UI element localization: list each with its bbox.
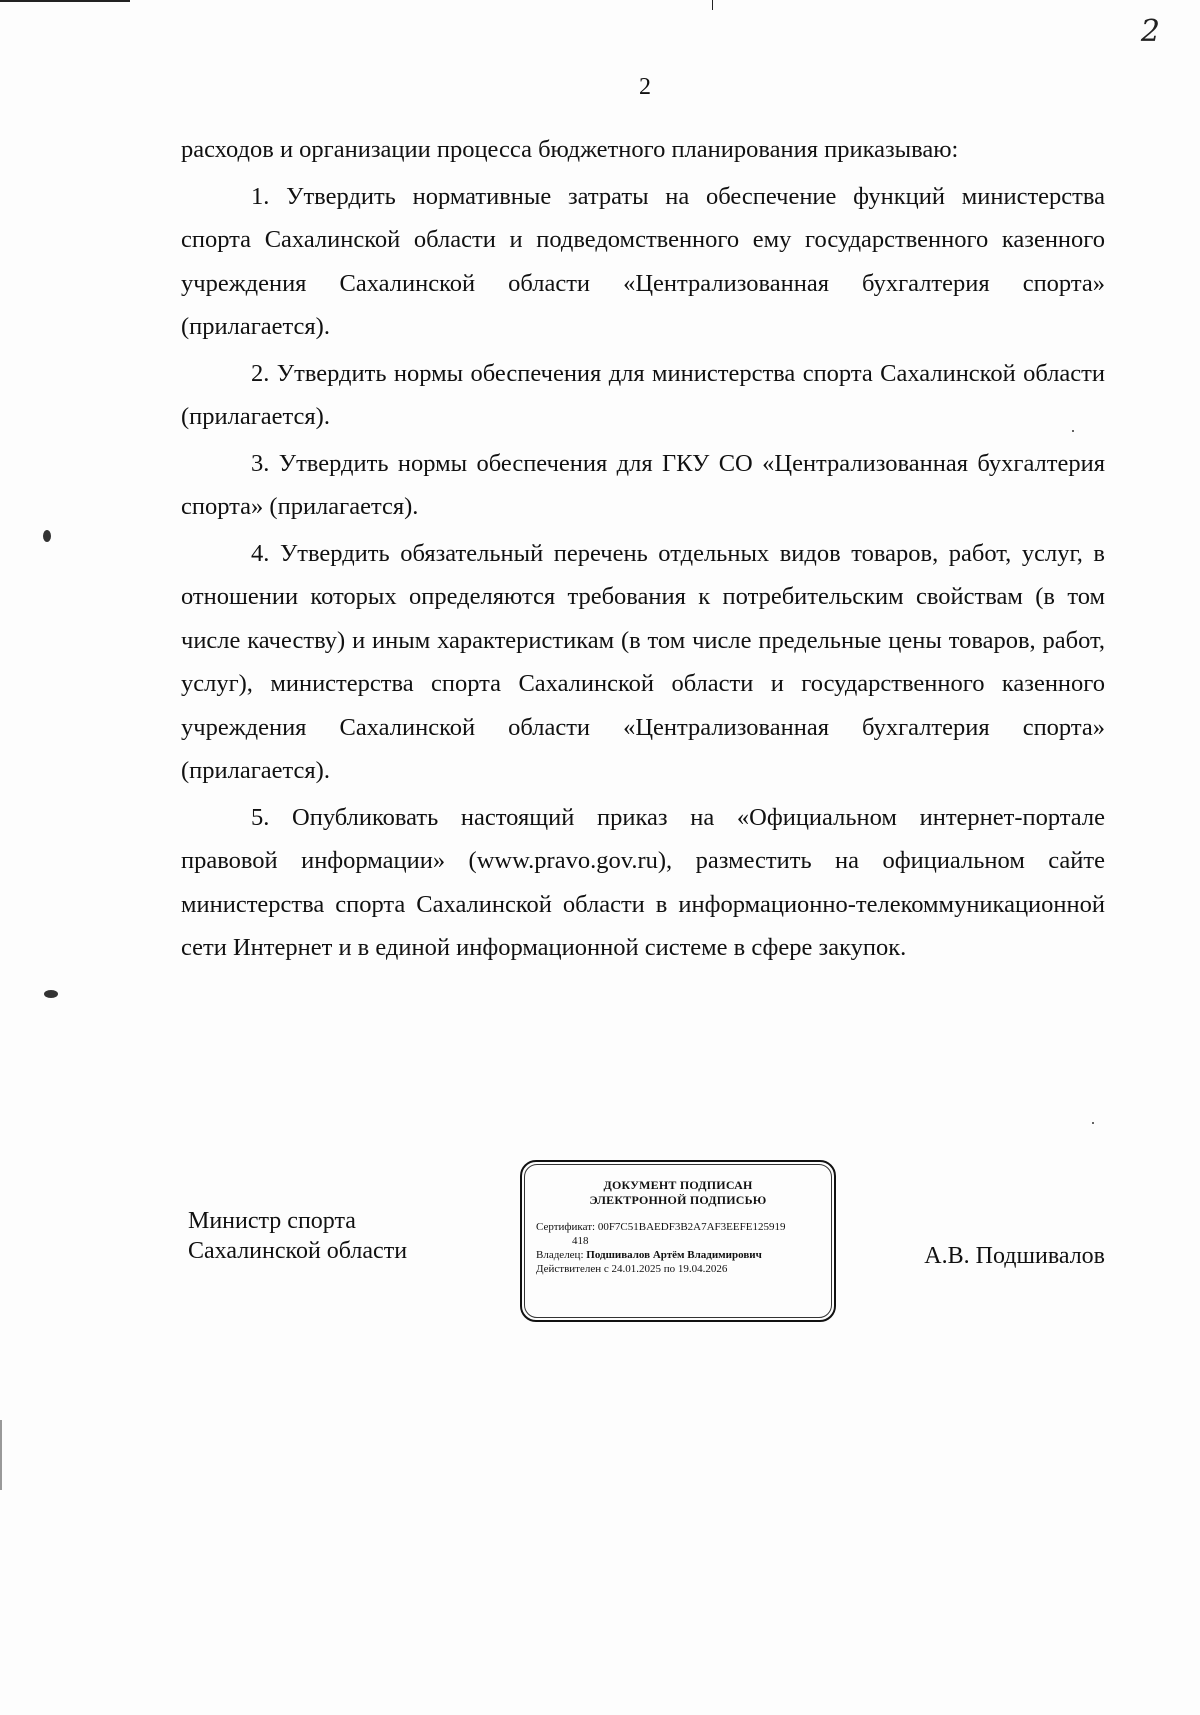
scan-speck xyxy=(43,530,51,542)
order-item-5: 5. Опубликовать настоящий приказ на «Официальном интернет-портале правовой информации» (www.pravo.gov.ru), разместить на официальном сайте министерства спорта Сахалинской области в информационно-телекоммуникационной сети Интернет и в единой информационной системе в сфере закупок. xyxy=(181,803,1105,961)
stamp-certificate-label: Сертификат xyxy=(536,1221,592,1233)
stamp-owner-label: Владелец xyxy=(536,1249,581,1261)
signer-position xyxy=(188,1206,407,1266)
stamp-certificate-value: 00F7C51BAEDF3B2A7AF3EEFE125919 xyxy=(597,1221,786,1233)
stamp-owner: Владелец: Подшивалов Артём Владимирович xyxy=(536,1249,762,1261)
scan-edge-mark xyxy=(0,1420,2,1490)
stamp-owner-value: Подшивалов Артём Владимирович xyxy=(586,1249,762,1261)
signer-name: А.В. Подшивалов xyxy=(924,1243,1105,1269)
scan-edge-mark xyxy=(712,0,713,10)
page-number: 2 xyxy=(639,74,651,100)
order-item-3: 3. Утвердить нормы обеспечения для ГКУ СО «Централизованная бухгалтерия спорта» (прилагается). xyxy=(181,449,1105,520)
order-body xyxy=(181,128,1105,973)
signer-position-line2: Сахалинской области xyxy=(188,1238,408,1264)
intro-paragraph: расходов и организации процесса бюджетного планирования приказываю: xyxy=(181,136,959,163)
stamp-inner-border xyxy=(524,1164,832,1318)
scan-speck xyxy=(1092,1122,1094,1124)
order-item-1: 1. Утвердить нормативные затраты на обеспечение функций министерства спорта Сахалинской области и подведомственного ему государственного казенного учреждения Сахалинской области «Централизованная бухгалтерия спорта» (прилагается). xyxy=(181,182,1105,340)
stamp-certificate-cont: 418 xyxy=(572,1235,589,1247)
signer-position-line1: Министр спорта xyxy=(188,1208,356,1234)
stamp-validity: Действителен с 24.01.2025 по 19.04.2026 xyxy=(536,1263,728,1275)
corner-page-number: 2 xyxy=(1140,14,1160,49)
electronic-signature-stamp xyxy=(520,1160,836,1322)
order-item-4: 4. Утвердить обязательный перечень отдельных видов товаров, работ, услуг, в отношении которых определяются требования к потребительским свойствам (в том числе качеству) и иным характеристикам (в том числе предельные цены товаров, работ, услуг), министерства спорта Сахалинской области и государственного казенного учреждения Сахалинской области «Централизованная бухгалтерия спорта» (прилагается). xyxy=(181,539,1105,784)
scan-speck xyxy=(44,990,58,998)
stamp-header-line2: ЭЛЕКТРОННОЙ ПОДПИСЬЮ xyxy=(589,1193,767,1207)
scan-edge-mark xyxy=(0,0,130,2)
order-item-2: 2. Утвердить нормы обеспечения для министерства спорта Сахалинской области (прилагается). xyxy=(181,359,1105,430)
stamp-header-line1: ДОКУМЕНТ ПОДПИСАН xyxy=(603,1178,753,1192)
stamp-certificate: Сертификат: 00F7C51BAEDF3B2A7AF3EEFE125919 xyxy=(536,1221,786,1233)
